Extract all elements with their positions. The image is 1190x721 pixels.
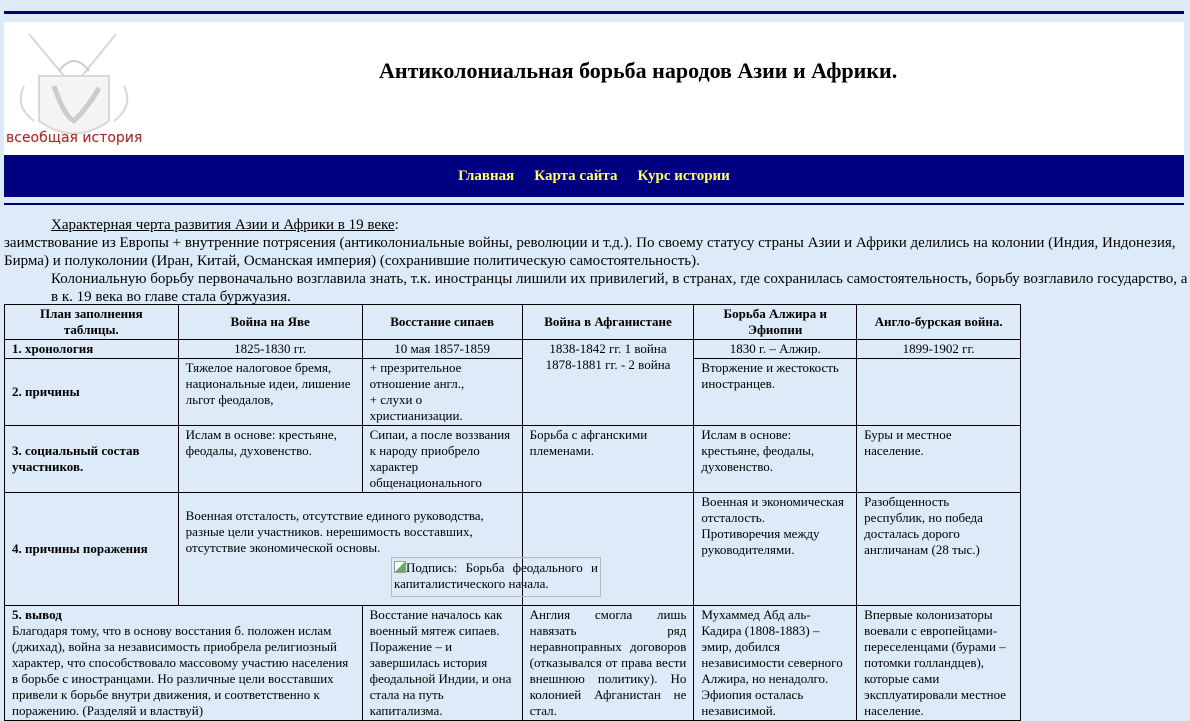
row-label: 3. социальный состав участников. — [5, 426, 179, 493]
broken-image-caption — [391, 557, 601, 597]
table-cell: Ислам в основе: крестьяне, феодалы, духовенство. — [694, 426, 857, 493]
header-cell: Борьба Алжира и Эфиопии — [694, 305, 857, 340]
table-row — [5, 426, 1021, 493]
row-label: 2. причины — [5, 359, 179, 426]
cell-line: + слухи о христианизации. — [369, 392, 463, 423]
intro-text — [4, 216, 1188, 306]
table-cell: Разобщенность республик, но победа досталась дорого англичанам (28 тыс.) — [857, 493, 1021, 606]
table-row — [5, 606, 1021, 721]
table-cell: Мухаммед Абд аль-Кадира (1808-1883) – эмир, добился независимости северного Алжира, но ненадолго. Эфиопия осталась независимой. — [694, 606, 857, 721]
comparison-table — [4, 304, 1021, 721]
intro-paragraph-2: Колониальную борьбу первоначально возглавила знать, т.к. иностранцы лишили их привилегий, в странах, где сохранилась самостоятельность, борьбу возглавило государство, а в к. 19 века во главе стала буржуазия. — [51, 271, 1188, 305]
table-cell: 1825-1830 гг. — [178, 340, 362, 359]
site-logo[interactable] — [4, 26, 144, 152]
table-cell: Буры и местное население. — [857, 426, 1021, 493]
table-cell — [522, 340, 694, 426]
intro-paragraph-1: заимствование из Европы + внутренние потрясения (антиколониальные войны, революции и т.д.). По своему статусу страны Азии и Африки делились на колонии (Индия, Индонезия, Бирма) и полуколонии (Иран, Китай, Османская империя) (сохранившие политическую самостоятельность). — [4, 235, 1176, 269]
nav-home-link[interactable]: Главная — [458, 167, 515, 184]
table-cell: 10 мая 1857-1859 — [362, 340, 522, 359]
site-header — [4, 22, 1184, 155]
table-cell: Тяжелое налоговое бремя, национальные идеи, лишение льгот феодалов, — [178, 359, 362, 426]
nav-divider — [4, 203, 1184, 205]
table-cell: Борьба с афганскими племенами. — [522, 426, 694, 493]
table-cell — [5, 606, 363, 721]
header-cell: План заполнения таблицы. — [5, 305, 179, 340]
table-cell: 1830 г. – Алжир. — [694, 340, 857, 359]
logo-text: всеобщая история — [6, 130, 143, 146]
table-cell: Англия смогла лишь навязать ряд неравноправных договоров (отказывался от права вести внешнюю политику). Но колонией Афганистан не стал. — [522, 606, 694, 721]
table-cell: Ислам в основе: крестьяне, феодалы, духовенство. — [178, 426, 362, 493]
intro-heading: Характерная черта развития Азии и Африки в 19 веке — [51, 217, 395, 233]
table-row — [5, 359, 1021, 426]
row-label: 4. причины поражения — [5, 493, 179, 606]
header-cell: Восстание сипаев — [362, 305, 522, 340]
header-cell: Англо-бурская война. — [857, 305, 1021, 340]
cell-text: Военная отсталость, отсутствие единого руководства, разные цели участников. нерешимость восставших, отсутствие экономической основы. — [185, 508, 484, 555]
table-cell — [362, 359, 522, 426]
table-cell — [857, 359, 1021, 426]
header-cell: Война на Яве — [178, 305, 362, 340]
cell-line: Военная и экономическая отсталость. — [701, 494, 844, 525]
table-cell — [694, 493, 857, 606]
coat-of-arms-icon — [4, 26, 144, 136]
broken-image-icon — [394, 561, 406, 573]
table-row — [5, 340, 1021, 359]
cell-line: + презрительное отношение англ., — [369, 360, 465, 391]
page-title: Антиколониальная борьба народов Азии и Африки. — [379, 58, 898, 83]
image-caption-text: Подпись: Борьба феодального и капиталистического начала. — [394, 560, 598, 591]
cell-text: Благодаря тому, что в основу восстания б. положен ислам (джихад), война за независимость приобрела религиозный характер, что способствовало массовому участию населения в борьбе с иностранцами. Но различные цели восставших привели к борьбе внутри движения, и соответственно к поражению. (Разделяй и властвуй) — [12, 623, 349, 718]
cell-line: Противоречия между руководителями. — [701, 526, 820, 557]
main-nav — [4, 155, 1184, 197]
table-cell: Восстание началось как военный мятеж сипаев. Поражение – и завершилась история феодальной Индии, и она стала на путь капитализма. — [362, 606, 522, 721]
table-cell: 1899-1902 гг. — [857, 340, 1021, 359]
table-cell: Вторжение и жестокость иностранцев. — [694, 359, 857, 426]
table-cell: Сипаи, а после воззвания к народу приобрело характер общенационального — [362, 426, 522, 493]
header-cell: Война в Афганистане — [522, 305, 694, 340]
cell-line: 1878-1881 гг. - 2 война — [545, 357, 671, 372]
heading-suffix: : — [394, 217, 399, 233]
nav-history-course-link[interactable]: Курс истории — [637, 167, 730, 184]
nav-sitemap-link[interactable]: Карта сайта — [534, 167, 618, 184]
table-header-row — [5, 305, 1021, 340]
table-cell: Впервые колонизаторы воевали с европейцами-переселенцами (бурами – потомки голландцев), которые сами эксплуатировали местное население. — [857, 606, 1021, 721]
cell-line: 1838-1842 гг. 1 война — [549, 341, 667, 356]
row-label: 5. вывод — [12, 607, 62, 622]
top-divider — [4, 11, 1184, 14]
row-label: 1. хронология — [5, 340, 179, 359]
